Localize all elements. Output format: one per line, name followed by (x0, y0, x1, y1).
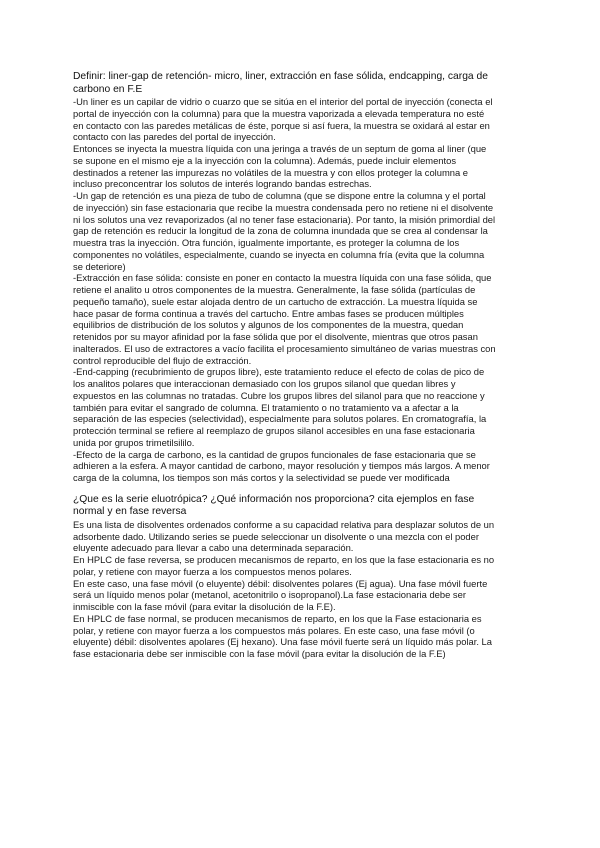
body-text-line: será un líquido menos polar (metanol, acetonitrilo o isopropanol).La fase estacionaria debe ser (73, 589, 466, 601)
body-text-line: protección terminal se refiere al reemplazo de grupos silanol accesibles en una fase estacionaria (73, 425, 475, 436)
section-heading-line: Definir: liner-gap de retención- micro, liner, extracción en fase sólida, endcapping, carga de (73, 71, 488, 82)
body-text-line: expuestos en las columnas no tratadas. Cubre los grupos libres del silanol para que no reaccione y (73, 389, 485, 401)
body-text-line: portal de inyección con la columna) para que la muestra vaporizada a elevada temperatura no esté (73, 107, 485, 119)
section-gap (73, 484, 543, 494)
body-text-line: inmiscible con la fase móvil (para evitar la disolución de la F.E). (73, 601, 336, 612)
body-text-line: en contacto con las paredes metálicas de éste, porque si así fuera, la muestra se oxidará al estar en (73, 119, 490, 131)
body-text-line: Entonces se inyecta la muestra líquida con una jeringa a través de un septum de goma al liner (que (73, 143, 487, 154)
body-text-line: adsorbente dado. Utilizando series se puede seleccionar un disolvente o una mezcla con el poder (73, 530, 479, 542)
body-text-line: En HPLC de fase normal, se producen mecanismos de reparto, en los que la Fase estacionaria es (73, 612, 482, 624)
body-text-line: adhieren a la esfera. A mayor cantidad de carbono, mayor resolución y tiempos más largos. A menor (73, 460, 490, 472)
body-text-line: los analitos polares que interaccionan demasiado con los grupos silanol que quedan libres y (73, 378, 456, 389)
body-text-line: componentes no volátiles, especialmente, cuando se inyecta en columna fría (evita que la columna (73, 248, 485, 260)
body-text-line: -Un liner es un capilar de vidrio o cuarzo que se sitúa en el interior del portal de inyección (conecta el (73, 96, 493, 107)
body-text-line: eluyente adecuado para llevar a cabo una determinada separación. (73, 542, 354, 554)
body-text-line: En HPLC de fase reversa, se producen mecanismos de reparto, en los que la fase estacionaria es no (73, 554, 495, 565)
body-text-line: también para evitar el sangrado de columna. El tratamiento o no tratamiento va a afectar a la (73, 401, 459, 413)
body-text-line: -End-capping (recubrimiento de grupos libre), este tratamiento reduce el efecto de colas de pico de (73, 366, 485, 378)
body-text-line: control reproducible del flujo de extracción. (73, 354, 252, 366)
body-text-line: unida por grupos trimetilsililo. (73, 436, 195, 448)
body-text-line: separación de las especies (selectividad), especialmente para solutos polares. En cromatografía, la (73, 413, 487, 425)
body-text-line: pequeño tamaño), suele estar alojada dentro de un cartucho de extracción. La muestra líquida se (73, 295, 478, 307)
body-text-line: gap de retención es reducir la longitud de la zona de columna inundada que se crea al condensar la (73, 225, 488, 237)
body-text-line: -Extracción en fase sólida: consiste en poner en contacto la muestra líquida con una fase sólida, que (73, 272, 492, 284)
body-text-line: incluso preconcentrar los solutos de interés logrando bandas estrechas. (73, 178, 372, 190)
body-text-line: inalterados. El uso de extractores a vacío facilita el procesamiento simultáneo de varias muestras con (73, 342, 496, 354)
body-text-line: se supone en el mismo eje a la inyección con la columna). Además, puede incluir elementos (73, 154, 457, 166)
body-text-line: -Efecto de la carga de carbono, es la cantidad de grupos funcionales de fase estacionaria que se (73, 448, 476, 460)
body-text-line: polar, y retiene con mayor fuerza a los compuestos más polares. En este caso, una fase móvil (o (73, 624, 475, 636)
body-text-line: carga de la columna, los tiempos son más cortos y la selectividad se puede ver modificada (73, 472, 450, 483)
body-text-line: eluyente) débil: disolventes apolares (Ej hexano). Una fase móvil fuerte será un líquido más polar. La (73, 636, 492, 648)
body-text-line: hace pasar de forma continua a través del cartucho. Entre ambas fases se producen múltiples (73, 307, 464, 319)
section-heading-line: ¿Que es la serie eluotrópica? ¿Qué información nos proporciona? cita ejemplos en fase (73, 493, 475, 505)
section-heading-line: carbono en F.E (73, 83, 143, 95)
body-text-line: ni los solutos una vez revaporizados (al no tener fase estacionaria). Por tanto, la misión primordial del (73, 213, 496, 225)
body-text-line: de inyección) sin fase estacionaria que recibe la muestra condensada pero no retiene ni el disolvente (73, 201, 494, 213)
body-text-line: destinados a retener las impurezas no volátiles de la muestra y con ellos proteger la columna e (73, 166, 469, 178)
body-text-line: equilibrios de distribución de los solutos y algunos de los componentes de la muestra, quedan (73, 319, 464, 331)
body-text-line: fase estacionaria debe ser inmiscible con la fase móvil (para evitar la disolución de la F.E) (73, 648, 446, 659)
body-text-line: se deteriore) (73, 260, 126, 272)
body-text-line: retiene el analito u otros componentes de la muestra. Generalmente, la fase sólida (partículas de (73, 284, 476, 295)
document-page (73, 71, 543, 660)
body-text-line: Es una lista de disolventes ordenados conforme a su capacidad relativa para desplazar solutos de un (73, 518, 495, 530)
section-heading-line: normal y en fase reversa (73, 506, 187, 518)
body-text-line: retenidos por su mayor afinidad por la fase sólida que por el disolvente, mientras que otros pasan (73, 331, 478, 342)
body-text-line: -Un gap de retención es una pieza de tubo de columna (que se dispone entre la columna y el portal (73, 190, 486, 201)
section-definiciones (73, 71, 543, 484)
body-text-line: contacto con las paredes del portal de inyección. (73, 131, 276, 143)
body-text-line: En este caso, una fase móvil (o eluyente) débil: disolventes polares (Ej agua). Una fase móvil fuerte (73, 577, 488, 589)
body-text-line: polar, y retiene con mayor fuerza a los compuestos menos polares. (73, 565, 352, 577)
body-text-line: muestra tras la inyección. Otra función, igualmente importante, es proteger la columna de los (73, 237, 460, 248)
section-serie-eluotropica (73, 494, 543, 660)
